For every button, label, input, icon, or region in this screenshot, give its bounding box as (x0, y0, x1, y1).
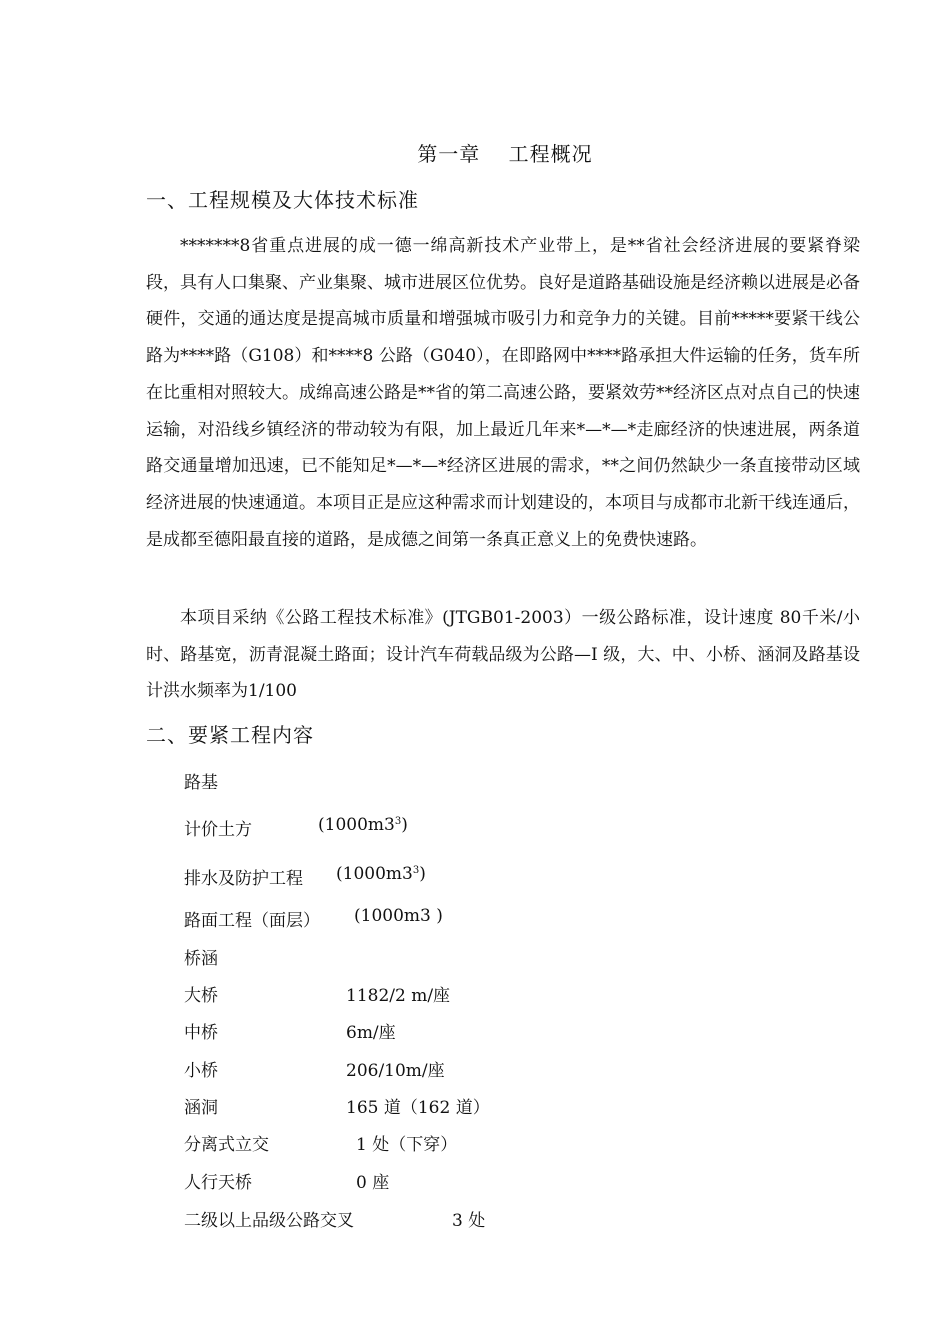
item-label: 排水及防护工程 (184, 869, 303, 889)
list-item (184, 1130, 458, 1155)
item-value: 206/10m/座 (346, 1061, 445, 1081)
item-value: 6m/座 (346, 1023, 396, 1043)
item-label: 分离式立交 (184, 1135, 269, 1155)
item-label: 路基 (184, 773, 218, 793)
item-value: $(1000m3^3)$ (336, 864, 426, 884)
item-label: 二级以上品级公路交叉 (184, 1211, 354, 1231)
list-item (184, 1168, 390, 1193)
list-item (184, 906, 443, 931)
list-item (184, 768, 218, 793)
paragraph-standards: 本项目采纳《公路工程技术标准》(JTGB01-2003）一级公路标准，设计速度 80千米/小时、路基宽，沥青混凝土路面；设计汽车荷载品级为公路—I 级，大、中、小桥、涵洞及路基设计洪水频率为1/100 (146, 608, 860, 702)
list-item (184, 981, 451, 1006)
item-label: 小桥 (184, 1061, 218, 1081)
item-label: 涵洞 (184, 1098, 218, 1118)
chapter-title: 第一章 工程概况 (417, 142, 593, 166)
item-value: 3 处 (452, 1211, 486, 1231)
list-item (184, 944, 218, 969)
item-label: 人行天桥 (184, 1173, 252, 1193)
item-value: 165 道（162 道） (346, 1098, 490, 1118)
item-value: 1182/2 m/座 (346, 986, 451, 1006)
list-item (184, 815, 408, 840)
item-value: (1000m3 ) (354, 906, 443, 926)
item-label: 计价土方 (184, 820, 252, 840)
section-heading-scale: 一、工程规模及大体技术标准 (146, 188, 419, 212)
item-value: $(1000m3^3)$ (318, 815, 408, 835)
list-item (184, 1093, 490, 1118)
list-item (184, 1206, 486, 1231)
list-item (184, 1056, 445, 1081)
item-label: 大桥 (184, 986, 218, 1006)
item-label: 桥涵 (184, 949, 218, 969)
item-value: 0 座 (356, 1173, 390, 1193)
list-item (184, 864, 426, 889)
item-label: 中桥 (184, 1023, 218, 1043)
section-heading-content: 二、要紧工程内容 (146, 723, 314, 747)
item-label: 路面工程（面层） (184, 911, 320, 931)
item-value: 1 处（下穿） (356, 1135, 458, 1155)
list-item (184, 1018, 396, 1043)
paragraph-overview: *******8省重点进展的成一德一绵高新技术产业带上，是**省社会经济进展的要紧脊梁段，具有人口集聚、产业集聚、城市进展区位优势。良好是道路基础设施是经济赖以进展是必备硬件，交通的通达度是提高城市质量和增强城市吸引力和竞争力的关键。目前*****要紧干线公路为****路（G108）和****8 公路（G040），在即路网中****路承担大件运输的任务，货车所在比重相对照较大。成绵高速公路是**省的第二高速公路，要紧效劳**经济区点对点自己的快速运输，对沿线乡镇经济的带动较为有限，加上最近几年来*—*—*走廊经济的快速进展，两条道路交通量增加迅速，已不能知足*—*—*经济区进展的需求，**之间仍然缺少一条直接带动区域经济进展的快速通道。本项目正是应这种需求而计划建设的，本项目与成都市北新干线连通后，是成都至德阳最直接的道路，是成德之间第一条真正意义上的免费快速路。 (146, 236, 860, 550)
